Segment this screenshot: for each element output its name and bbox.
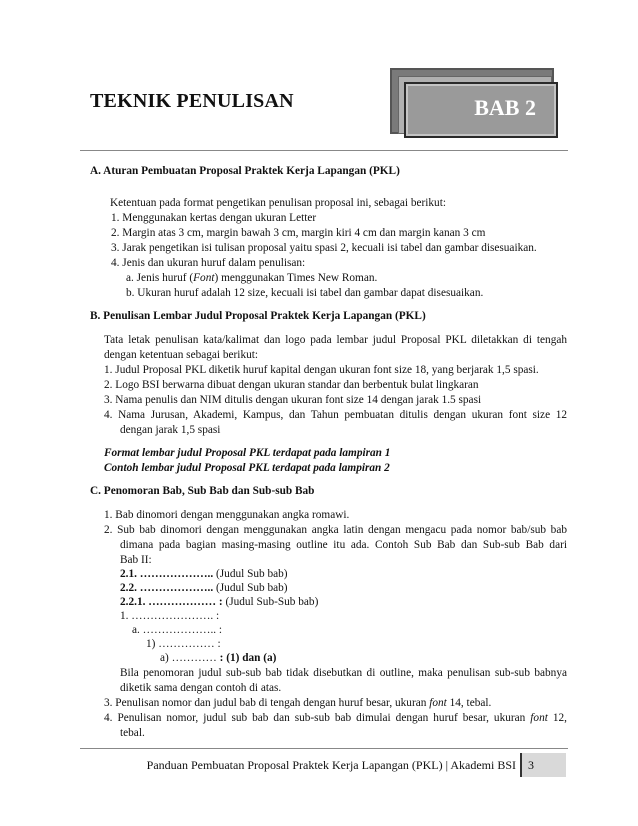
outline-example-sub-bab: 2.2. ……………….. (Judul Sub bab) bbox=[120, 582, 288, 594]
section-c-item: 4. Penulisan nomor, judul sub bab dan sub-sub bab dimulai dengan huruf besar, ukuran font 12, bbox=[104, 712, 567, 724]
section-b-item-cont: dengan jarak 1,5 spasi bbox=[120, 424, 221, 436]
section-c-item-cont: tebal. bbox=[120, 727, 145, 739]
section-a-item: 4. Jenis dan ukuran huruf dalam penulisan: bbox=[111, 257, 306, 269]
outline-example-level-4: 1. …………………. : bbox=[120, 610, 220, 622]
section-a-item: 2. Margin atas 3 cm, margin bawah 3 cm, margin kiri 4 cm dan margin kanan 3 cm bbox=[111, 227, 486, 239]
footer-text: Panduan Pembuatan Proposal Praktek Kerja Lapangan (PKL) | Akademi BSI bbox=[146, 758, 516, 772]
section-c-note: Bila penomoran judul sub-sub bab tidak disebutkan di outline, maka penulisan sub-sub babnya bbox=[120, 667, 567, 679]
section-b-intro: dengan ketentuan sebagai berikut: bbox=[104, 349, 259, 361]
section-a-item: 3. Jarak pengetikan isi tulisan proposal yaitu spasi 2, kecuali isi tabel dan gambar disesuaikan. bbox=[111, 242, 537, 254]
section-c-heading: C. Penomoran Bab, Sub Bab dan Sub-sub Bab bbox=[90, 485, 315, 497]
section-a-item: 1. Menggunakan kertas dengan ukuran Letter bbox=[111, 212, 317, 224]
outline-example-sub-bab: 2.1. ……………….. (Judul Sub bab) bbox=[120, 568, 288, 580]
section-b-item: 1. Judul Proposal PKL diketik huruf kapital dengan ukuran font size 18, yang berjarak 1,5 spasi. bbox=[104, 364, 539, 376]
section-b-note: Contoh lembar judul Proposal PKL terdapat pada lampiran 2 bbox=[104, 462, 390, 474]
outline-example-level-5: a. ……………….. : bbox=[132, 624, 223, 636]
outline-example-level-6: 1) …………… : bbox=[146, 638, 221, 650]
page-number-box bbox=[520, 753, 566, 777]
section-a-subitem-b: b. Ukuran huruf adalah 12 size, kecuali isi tabel dan gambar dapat disesuaikan. bbox=[126, 287, 484, 299]
section-c-item: 3. Penulisan nomor dan judul bab di tengah dengan huruf besar, ukuran font 14, tebal. bbox=[104, 697, 492, 709]
footer-divider bbox=[80, 748, 568, 749]
section-c-item: 2. Sub bab dinomori dengan menggunakan angka latin dengan mengacu pada nomor bab/sub bab bbox=[104, 524, 567, 536]
section-b-item: 3. Nama penulis dan NIM ditulis dengan ukuran font size 14 dengan jarak 1.5 spasi bbox=[104, 394, 482, 406]
section-a-heading: A. Aturan Pembuatan Proposal Praktek Kerja Lapangan (PKL) bbox=[90, 165, 400, 177]
header-divider bbox=[80, 150, 568, 151]
section-c-item: 1. Bab dinomori dengan menggunakan angka romawi. bbox=[104, 509, 350, 521]
chapter-label: BAB 2 bbox=[474, 95, 536, 120]
section-b-item: 2. Logo BSI berwarna dibuat dengan ukuran standar dan berbentuk bulat lingkaran bbox=[104, 379, 479, 391]
section-c-note: diketik sama dengan contoh di atas. bbox=[120, 682, 282, 694]
section-b-intro: Tata letak penulisan kata/kalimat dan logo pada lembar judul Proposal PKL diletakkan di tengah bbox=[104, 334, 567, 346]
section-b-note: Format lembar judul Proposal PKL terdapat pada lampiran 1 bbox=[104, 447, 391, 459]
outline-example-sub-sub-bab: 2.2.1. ……………… : (Judul Sub-Sub bab) bbox=[120, 596, 319, 608]
section-a-subitem-a: a. Jenis huruf (Font) menggunakan Times New Roman. bbox=[126, 272, 378, 284]
section-c-item-cont: Bab II: bbox=[120, 554, 152, 566]
section-c-item-cont: dimana pada bagian masing-masing outline itu ada. Contoh Sub Bab dan Sub-sub Bab dari bbox=[120, 539, 567, 551]
section-b-heading: B. Penulisan Lembar Judul Proposal Praktek Kerja Lapangan (PKL) bbox=[90, 310, 426, 322]
page-number: 3 bbox=[528, 758, 534, 772]
section-a-intro: Ketentuan pada format pengetikan penulisan proposal ini, sebagai berikut: bbox=[110, 197, 446, 209]
section-b-item: 4. Nama Jurusan, Akademi, Kampus, dan Tahun pembuatan ditulis dengan ukuran font size 12 bbox=[104, 409, 567, 421]
page-title: TEKNIK PENULISAN bbox=[90, 90, 294, 112]
outline-example-level-7: a) ………… : (1) dan (a) bbox=[160, 652, 277, 664]
